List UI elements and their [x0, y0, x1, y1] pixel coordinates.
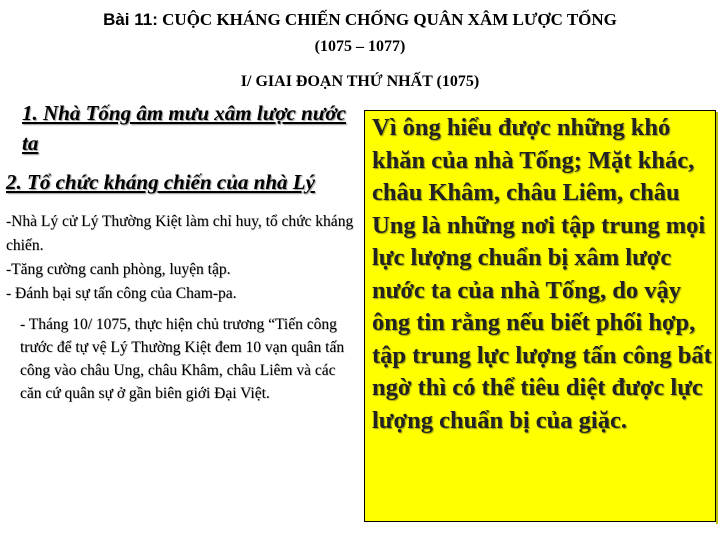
lesson-years: (1075 – 1077)	[314, 38, 406, 55]
explanation-text: Vì ông hiểu được những khó khăn của nhà Tống; Mặt khác, châu Khâm, châu Liêm, châu Ung là những nơi tập trung mọi lực lượng chuẩn bị xâm lược nước ta của nhà Tống, do vậy ông tin rằng nếu biết phối hợp, tập trung lực lượng tấn công bất ngờ thì có thể tiêu diệt được lực lượng chuẩn bị của giặc.	[372, 114, 712, 434]
point-defense: -Tăng cường canh phòng, luyện tập.	[6, 261, 231, 278]
point-attack: - Tháng 10/ 1075, thực hiện chủ trương “Tiến công trước để tự vệ Lý Thường Kiệt đem 10 vạn quân tấn công vào châu Ung, châu Khâm, châu Liêm và các căn cứ quân sự ở gần biên giới Đại Việt.	[20, 316, 345, 402]
point-leader: -Nhà Lý cử Lý Thường Kiệt làm chỉ huy, tổ chức kháng chiến.	[6, 213, 354, 254]
section-title: I/ GIAI ĐOẠN THỨ NHẤT (1075)	[240, 73, 480, 90]
lesson-title	[0, 10, 720, 30]
lesson-name: CUỘC KHÁNG CHIẾN CHỐNG QUÂN XÂM LƯỢC TỐNG	[157, 10, 617, 29]
bottom-strip	[364, 522, 716, 540]
lesson-prefix: Bài 11:	[103, 10, 158, 29]
point-champa: - Đánh bại sự tấn công của Cham-pa.	[6, 285, 237, 302]
heading-2: 2. Tổ chức kháng chiến của nhà Lý	[6, 170, 315, 194]
heading-1: 1. Nhà Tống âm mưu xâm lược nước ta	[22, 101, 346, 155]
